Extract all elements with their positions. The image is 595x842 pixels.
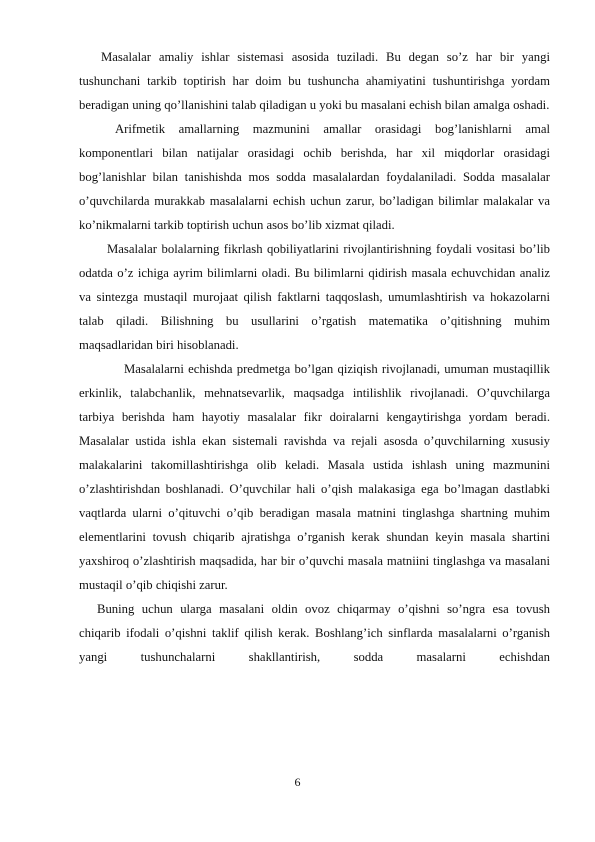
paragraph-3: Masalalar bolalarning fikrlash qobiliyatlarini rivojlantirishning foydali vositasi bo’lib odatda o’z ichiga ayrim bilimlarni oladi. Bu bilimlarni qidirish masala echuvchidan analiz va sintezga mustaqil murojaat qilish faktlarni taqqoslash, umumlashtirish va hokazolarni talab qiladi. Bilishning bu usullarini o’rgatish matematika o’qitishning muhim maqsadlaridan biri hisoblanadi. [79, 242, 550, 352]
page-number: 6 [294, 775, 301, 789]
paragraph-1: Masalalar amaliy ishlar sistemasi asosida tuziladi. Bu degan so’z har bir yangi tushunchani tarkib toptirish har doim bu tushuncha ahamiyatini tushuntirishga yordam beradigan uning qo’llanishini talab qiladigan u yoki bu masalani echish bilan amalga oshadi. [79, 50, 550, 112]
paragraph-4: Masalalarni echishda predmetga bo’lgan qiziqish rivojlanadi, umuman mustaqillik erkinlik, talabchanlik, mehnatsevarlik, maqsadga intilishlik rivojlanadi. O’quvchilarga tarbiya berishda ham hayotiy masalalar fikr doiralarni kengaytirishga yordam beradi. Masalalar ustida ishla ekan sistemali ravishda va rejali asosda o’quvchilarning xususiy malakalarini takomillashtirishga olib keladi. Masala ustida ishlash uning mazmunini o’zlashtirishdan boshlanadi. O’quvchilar hali o’qish malakasiga ega bo’lmagan dastlabki vaqtlarda ularni o’qituvchi o’qib beradigan masala matnini tinglashga shartning muhim elementlarini tovush chiqarib ajratishga o’rganish kerak shundan keyin masala shartini yaxshiroq o’zlashtirish maqsadida, har bir o’quvchi masala matniini tinglashga va masalani mustaqil o’qib chiqishi zarur. [79, 362, 550, 592]
paragraph-5: Buning uchun ularga masalani oldin ovoz chiqarmay o’qishni so’ngra esa tovush chiqarib ifodali o’qishni taklif qilish kerak. Boshlang’ich sinflarda masalalarni o’rganish yangi tushunchalarni shakllantirish, sodda masalarni echishdan [79, 602, 550, 664]
document-body [79, 45, 550, 669]
paragraph-2: Arifmetik amallarning mazmunini amallar orasidagi bog’lanishlarni amal komponentlari bilan natijalar orasidagi ochib berishda, har xil miqdorlar orasidagi bog’lanishlar bilan tanishishda mos sodda masalalardan foydalaniladi. Sodda masalalar o’quvchilarda murakkab masalalarni echish uchun zarur, bo’ladigan bilimlar malakalar va ko’nikmalarni tarkib toptirish uchun asos bo’lib xizmat qiladi. [79, 122, 550, 232]
